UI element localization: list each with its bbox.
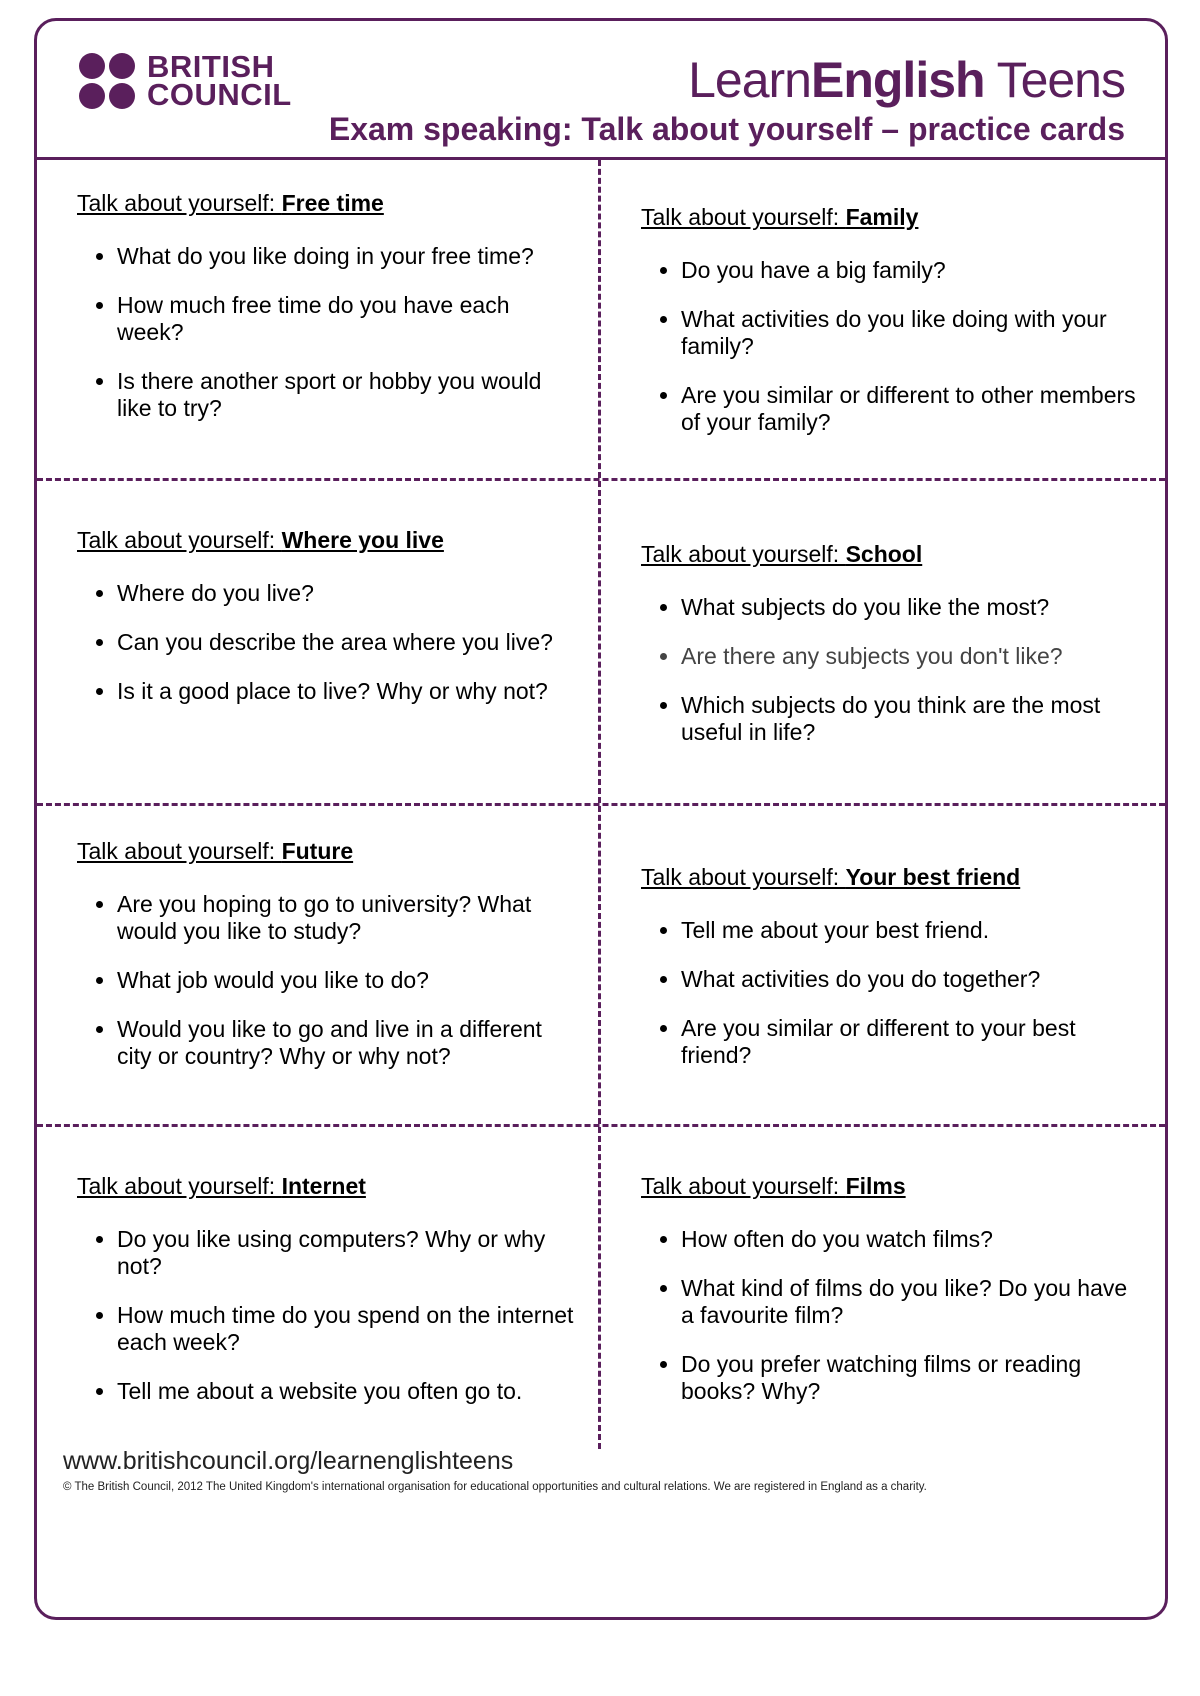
question-item: • Tell me about your best friend.	[681, 917, 1145, 944]
question-list	[641, 917, 1145, 1069]
question-list	[77, 1226, 578, 1405]
question-item: • How much free time do you have each week?	[117, 292, 578, 346]
question-item: • What do you like doing in your free time?	[117, 243, 578, 270]
british-council-logo	[79, 49, 292, 112]
question-list	[641, 257, 1145, 436]
british-council-line2: COUNCIL	[147, 77, 292, 112]
card-row	[37, 481, 1165, 806]
practice-card	[37, 1127, 601, 1449]
british-council-line1: BRITISH	[147, 49, 275, 84]
card-title	[77, 1173, 578, 1200]
card-topic: School	[845, 541, 923, 567]
card-title-prefix: Talk about yourself:	[77, 190, 282, 216]
question-item: • Do you have a big family?	[681, 257, 1145, 284]
card-title	[641, 204, 1145, 231]
question-item: • Are you similar or different to your best friend?	[681, 1015, 1145, 1069]
card-title-prefix: Talk about yourself:	[641, 541, 846, 567]
practice-card	[601, 1127, 1165, 1449]
card-topic: Films	[845, 1173, 906, 1199]
card-title	[641, 541, 1145, 568]
question-item: • What activities do you do together?	[681, 966, 1145, 993]
practice-card	[37, 481, 601, 803]
card-title	[641, 864, 1145, 891]
card-row	[37, 806, 1165, 1127]
footer-copyright: © The British Council, 2012 The United Kingdom's international organisation for educational opportunities and cultural relations. We are registered in England as a charity.	[63, 1481, 927, 1493]
card-title-prefix: Talk about yourself:	[641, 864, 846, 890]
question-item: • How much time do you spend on the internet each week?	[117, 1302, 578, 1356]
practice-card	[601, 481, 1165, 803]
card-topic: Internet	[281, 1173, 366, 1199]
question-item: • Are there any subjects you don't like?	[681, 643, 1145, 670]
document-title: Exam speaking: Talk about yourself – practice cards	[328, 111, 1125, 147]
card-title-prefix: Talk about yourself:	[77, 838, 282, 864]
logo-teens: Teens	[984, 52, 1125, 108]
card-row	[37, 160, 1165, 481]
question-list	[641, 594, 1145, 746]
question-item: • Is it a good place to live? Why or why not?	[117, 678, 578, 705]
practice-card	[37, 160, 601, 478]
learnenglish-teens-logo	[688, 51, 1125, 109]
footer-url[interactable]: www.britishcouncil.org/learnenglishteens	[63, 1447, 514, 1475]
question-item: • Can you describe the area where you live?	[117, 629, 578, 656]
card-title	[641, 1173, 1145, 1200]
question-item: • How often do you watch films?	[681, 1226, 1145, 1253]
question-item: • Are you hoping to go to university? What would you like to study?	[117, 891, 578, 945]
practice-card	[601, 160, 1165, 478]
practice-card	[37, 806, 601, 1124]
worksheet	[34, 18, 1168, 1620]
question-item: • Where do you live?	[117, 580, 578, 607]
question-item: • What activities do you like doing with your family?	[681, 306, 1145, 360]
card-title-prefix: Talk about yourself:	[77, 1173, 282, 1199]
cards-grid	[37, 160, 1165, 1449]
question-list	[77, 891, 578, 1070]
card-row	[37, 1127, 1165, 1449]
question-item: • What kind of films do you like? Do you have a favourite film?	[681, 1275, 1145, 1329]
question-list	[77, 580, 578, 705]
card-title	[77, 838, 578, 865]
question-item: • Are you similar or different to other members of your family?	[681, 382, 1145, 436]
card-topic: Family	[845, 204, 919, 230]
card-title	[77, 190, 578, 217]
practice-card	[601, 806, 1165, 1124]
question-list	[641, 1226, 1145, 1405]
card-topic: Where you live	[281, 527, 444, 553]
question-item: • Do you prefer watching films or reading books? Why?	[681, 1351, 1145, 1405]
card-title-prefix: Talk about yourself:	[641, 1173, 846, 1199]
question-item: • What subjects do you like the most?	[681, 594, 1145, 621]
question-item: • What job would you like to do?	[117, 967, 578, 994]
question-item: • Tell me about a website you often go to.	[117, 1378, 578, 1405]
question-list	[77, 243, 578, 422]
card-topic: Free time	[281, 190, 384, 216]
card-topic: Future	[281, 838, 354, 864]
logo-learn: Learn	[688, 52, 811, 108]
question-item: • Do you like using computers? Why or why not?	[117, 1226, 578, 1280]
card-title-prefix: Talk about yourself:	[77, 527, 282, 553]
logo-english: English	[811, 52, 985, 108]
card-title	[77, 527, 578, 554]
card-topic: Your best friend	[845, 864, 1021, 890]
question-item: • Which subjects do you think are the most useful in life?	[681, 692, 1145, 746]
question-item: • Is there another sport or hobby you would like to try?	[117, 368, 578, 422]
british-council-dots-icon	[79, 53, 135, 109]
question-item: • Would you like to go and live in a different city or country? Why or why not?	[117, 1016, 578, 1070]
card-title-prefix: Talk about yourself:	[641, 204, 846, 230]
header	[37, 21, 1165, 160]
